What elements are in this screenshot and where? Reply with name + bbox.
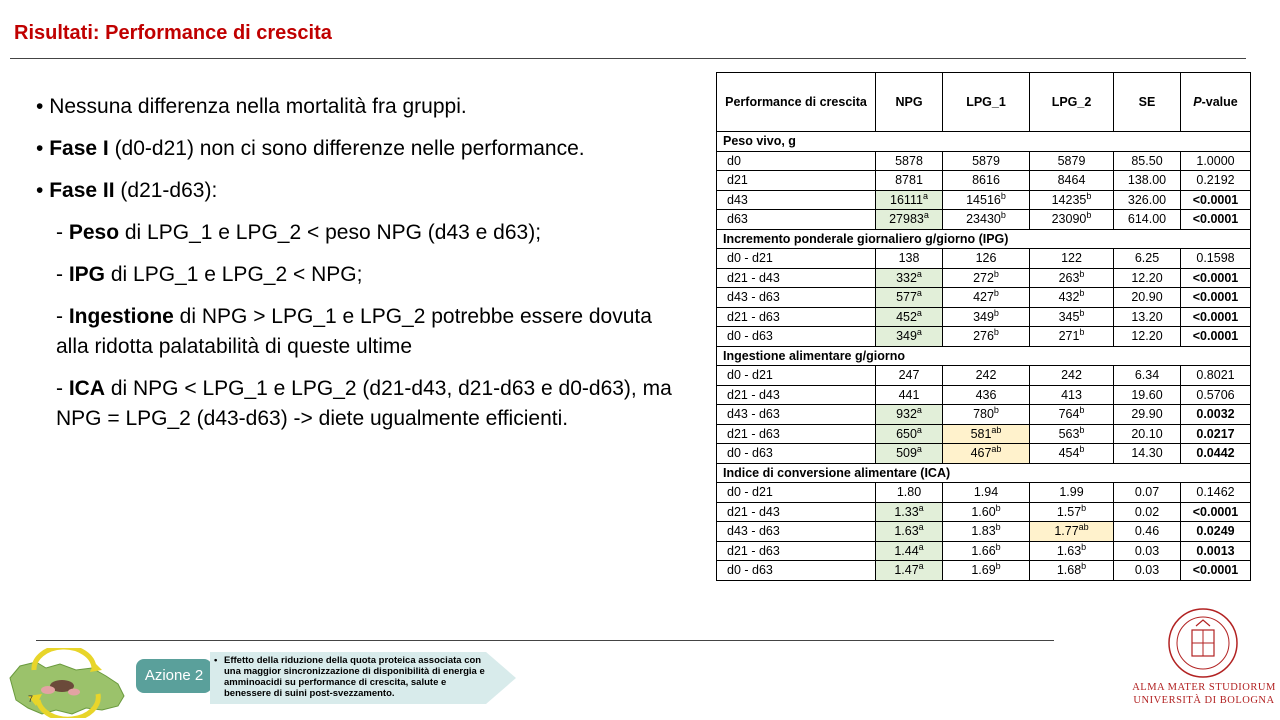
university-name-line1: ALMA MATER STUDIORUM bbox=[1132, 682, 1276, 693]
cell-npg bbox=[876, 151, 943, 171]
table-row bbox=[717, 424, 1251, 444]
cell-pvalue: 0.2192 bbox=[1181, 171, 1251, 191]
cell-value: 1.47 bbox=[894, 563, 919, 578]
cell-value: 14516 bbox=[966, 192, 1001, 207]
cell-pvalue: <0.0001 bbox=[1181, 210, 1251, 230]
table-row bbox=[717, 405, 1251, 425]
significance-letter: b bbox=[1079, 444, 1085, 455]
cell-npg bbox=[876, 424, 943, 444]
cell-value: 271 bbox=[1058, 329, 1080, 344]
cell-value: 650 bbox=[896, 426, 917, 441]
cell-npg bbox=[876, 405, 943, 425]
cell-se: 138.00 bbox=[1114, 171, 1181, 191]
cell-pvalue: 0.0032 bbox=[1181, 405, 1251, 425]
cell-lpg2 bbox=[1030, 424, 1114, 444]
significance-letter: b bbox=[993, 288, 999, 299]
azione-description: • Effetto della riduzione della quota proteica associata con una maggior sincronizzazione di disponibilità di energia e amminoacidi su performance di crescita, salute e benessere di suini post-svezzamento. bbox=[214, 655, 485, 699]
cell-lpg2 bbox=[1030, 327, 1114, 347]
cell-value: 1.83 bbox=[971, 524, 996, 539]
table-row bbox=[717, 268, 1251, 288]
cell-lpg2 bbox=[1030, 268, 1114, 288]
cell-pvalue: 0.8021 bbox=[1181, 366, 1251, 386]
cell-value: 1.80 bbox=[896, 485, 922, 500]
cell-lpg2 bbox=[1030, 249, 1114, 269]
cell-npg bbox=[876, 385, 943, 405]
bullet-fase-2: • Fase II (d21-d63): bbox=[36, 179, 218, 202]
cell-se: 0.07 bbox=[1114, 483, 1181, 503]
cell-lpg2 bbox=[1030, 483, 1114, 503]
region-map-logo bbox=[6, 648, 130, 718]
significance-letter: b bbox=[993, 268, 999, 279]
cell-pvalue: 0.0442 bbox=[1181, 444, 1251, 464]
row-label: d43 - d63 bbox=[717, 522, 876, 542]
azione-badge: Azione 2 bbox=[136, 659, 212, 693]
header-performance: Performance di crescita bbox=[717, 73, 876, 132]
cell-pvalue: <0.0001 bbox=[1181, 561, 1251, 581]
cell-npg bbox=[876, 561, 943, 581]
cell-value: 16111 bbox=[890, 192, 923, 207]
cell-value: 764 bbox=[1058, 407, 1080, 422]
cell-value: 122 bbox=[1061, 251, 1082, 266]
cell-value: 247 bbox=[898, 368, 920, 383]
significance-letter: ab bbox=[1078, 522, 1089, 533]
row-label: d21 - d43 bbox=[717, 268, 876, 288]
cell-value: 452 bbox=[896, 309, 917, 324]
cell-lpg2 bbox=[1030, 190, 1114, 210]
significance-letter: b bbox=[1079, 327, 1085, 338]
table-row bbox=[717, 502, 1251, 522]
cell-value: 1.66 bbox=[971, 543, 996, 558]
cell-se: 12.20 bbox=[1114, 268, 1181, 288]
cell-se: 0.02 bbox=[1114, 502, 1181, 522]
cell-npg bbox=[876, 366, 943, 386]
cell-value: 1.68 bbox=[1056, 563, 1082, 578]
cell-lpg1 bbox=[943, 483, 1030, 503]
cell-npg bbox=[876, 522, 943, 542]
significance-letter: a bbox=[923, 210, 929, 221]
sub-bullet-ingestione: - Ingestione di NPG > LPG_1 e LPG_2 potrebbe essere dovuta alla ridotta palatabilità di queste ultime bbox=[56, 305, 652, 358]
row-label: d0 - d21 bbox=[717, 249, 876, 269]
cell-value: 432 bbox=[1058, 290, 1080, 305]
table-row bbox=[717, 522, 1251, 542]
cell-lpg2 bbox=[1030, 151, 1114, 171]
cell-lpg2 bbox=[1030, 444, 1114, 464]
header-lpg2: LPG_2 bbox=[1030, 73, 1114, 132]
row-label: d43 - d63 bbox=[717, 405, 876, 425]
cell-value: 436 bbox=[975, 387, 997, 402]
significance-letter: b bbox=[1081, 541, 1087, 552]
significance-letter: b bbox=[1086, 190, 1092, 201]
section-title: Indice di conversione alimentare (ICA) bbox=[717, 463, 1251, 483]
section-header-row bbox=[717, 346, 1251, 366]
cell-pvalue: <0.0001 bbox=[1181, 268, 1251, 288]
cell-se: 13.20 bbox=[1114, 307, 1181, 327]
cell-pvalue: 0.1598 bbox=[1181, 249, 1251, 269]
bullet-dot: • bbox=[214, 655, 218, 666]
section-title: Peso vivo, g bbox=[717, 132, 1251, 152]
significance-letter: b bbox=[993, 405, 999, 416]
cell-pvalue: 0.0217 bbox=[1181, 424, 1251, 444]
significance-letter: a bbox=[922, 190, 928, 201]
significance-letter: b bbox=[993, 307, 999, 318]
row-label: d0 - d63 bbox=[717, 444, 876, 464]
significance-letter: a bbox=[916, 307, 922, 318]
row-label: d21 - d63 bbox=[717, 307, 876, 327]
row-label: d21 - d63 bbox=[717, 541, 876, 561]
cell-value: 138 bbox=[898, 251, 920, 266]
section-title: Incremento ponderale giornaliero g/giorno (IPG) bbox=[717, 229, 1251, 249]
cell-lpg1 bbox=[943, 288, 1030, 308]
significance-letter: b bbox=[995, 561, 1001, 572]
significance-letter: a bbox=[916, 288, 922, 299]
table-row bbox=[717, 561, 1251, 581]
cell-npg bbox=[876, 288, 943, 308]
significance-letter: b bbox=[1079, 288, 1085, 299]
row-label: d21 - d63 bbox=[717, 424, 876, 444]
cell-lpg1 bbox=[943, 385, 1030, 405]
cell-value: 1.33 bbox=[894, 504, 919, 519]
cell-value: 1.63 bbox=[1056, 543, 1082, 558]
row-label: d43 bbox=[717, 190, 876, 210]
significance-letter: a bbox=[916, 268, 922, 279]
significance-letter: a bbox=[918, 561, 924, 572]
footer-divider bbox=[36, 640, 1054, 641]
title-divider bbox=[10, 58, 1246, 59]
sub-bullet-peso: - Peso di LPG_1 e LPG_2 < peso NPG (d43 e d63); bbox=[56, 221, 542, 244]
row-label: d0 - d63 bbox=[717, 327, 876, 347]
cell-value: 23090 bbox=[1051, 212, 1087, 227]
table-row bbox=[717, 210, 1251, 230]
significance-letter: b bbox=[995, 522, 1001, 533]
bullet-fase-1: • Fase I (d0-d21) non ci sono differenze nelle performance. bbox=[36, 137, 585, 160]
cell-value: 272 bbox=[973, 270, 994, 285]
cell-lpg1 bbox=[943, 268, 1030, 288]
cell-lpg1 bbox=[943, 522, 1030, 542]
row-label: d0 bbox=[717, 151, 876, 171]
row-label: d21 - d43 bbox=[717, 502, 876, 522]
cell-npg bbox=[876, 483, 943, 503]
significance-letter: b bbox=[1086, 210, 1092, 221]
row-label: d63 bbox=[717, 210, 876, 230]
significance-letter: b bbox=[995, 541, 1001, 552]
cell-lpg1 bbox=[943, 151, 1030, 171]
cell-npg bbox=[876, 327, 943, 347]
cell-lpg2 bbox=[1030, 171, 1114, 191]
table-header-row bbox=[717, 73, 1251, 132]
cell-lpg1 bbox=[943, 307, 1030, 327]
cell-se: 0.03 bbox=[1114, 541, 1181, 561]
sub-bullet-ipg: - IPG di LPG_1 e LPG_2 < NPG; bbox=[56, 263, 363, 286]
cell-pvalue: <0.0001 bbox=[1181, 327, 1251, 347]
cell-pvalue: 0.1462 bbox=[1181, 483, 1251, 503]
cell-npg bbox=[876, 268, 943, 288]
cell-value: 454 bbox=[1058, 446, 1080, 461]
cell-value: 8616 bbox=[972, 173, 1000, 188]
cell-pvalue: 0.0249 bbox=[1181, 522, 1251, 542]
significance-letter: b bbox=[1079, 268, 1085, 279]
cell-pvalue: <0.0001 bbox=[1181, 502, 1251, 522]
cell-lpg1 bbox=[943, 424, 1030, 444]
cell-value: 8464 bbox=[1057, 173, 1086, 188]
cell-value: 1.44 bbox=[894, 543, 919, 558]
table-row bbox=[717, 483, 1251, 503]
slide-title: Risultati: Performance di crescita bbox=[14, 22, 332, 44]
cell-npg bbox=[876, 171, 943, 191]
cell-lpg1 bbox=[943, 444, 1030, 464]
bullet-list bbox=[36, 92, 676, 446]
cell-value: 8781 bbox=[895, 173, 923, 188]
section-header-row bbox=[717, 463, 1251, 483]
cell-lpg1 bbox=[943, 327, 1030, 347]
cell-se: 29.90 bbox=[1114, 405, 1181, 425]
cell-value: 467 bbox=[970, 446, 992, 461]
cell-value: 349 bbox=[896, 329, 917, 344]
university-name-line2: UNIVERSITÀ DI BOLOGNA bbox=[1133, 695, 1275, 706]
header-pvalue: P-value bbox=[1181, 73, 1251, 132]
cell-value: 27983 bbox=[889, 212, 924, 227]
cell-se: 20.10 bbox=[1114, 424, 1181, 444]
cell-se: 85.50 bbox=[1114, 151, 1181, 171]
cell-pvalue: 0.0013 bbox=[1181, 541, 1251, 561]
cell-value: 14235 bbox=[1051, 192, 1087, 207]
cell-npg bbox=[876, 210, 943, 230]
cell-pvalue: <0.0001 bbox=[1181, 307, 1251, 327]
cell-npg bbox=[876, 444, 943, 464]
cell-lpg2 bbox=[1030, 366, 1114, 386]
cell-lpg1 bbox=[943, 171, 1030, 191]
cell-value: 23430 bbox=[966, 212, 1001, 227]
cell-lpg2 bbox=[1030, 522, 1114, 542]
cell-value: 5879 bbox=[972, 153, 1000, 168]
cell-value: 1.99 bbox=[1059, 485, 1084, 500]
table-row bbox=[717, 366, 1251, 386]
university-seal-logo bbox=[1166, 606, 1240, 680]
cell-value: 5879 bbox=[1057, 153, 1086, 168]
cell-se: 19.60 bbox=[1114, 385, 1181, 405]
table-row bbox=[717, 444, 1251, 464]
row-label: d21 bbox=[717, 171, 876, 191]
page-number: 7 bbox=[28, 694, 34, 704]
section-header-row bbox=[717, 229, 1251, 249]
section-header-row bbox=[717, 132, 1251, 152]
cell-lpg2 bbox=[1030, 307, 1114, 327]
table-row bbox=[717, 151, 1251, 171]
significance-letter: b bbox=[1079, 424, 1085, 435]
row-label: d21 - d43 bbox=[717, 385, 876, 405]
significance-letter: a bbox=[916, 405, 922, 416]
cell-se: 0.03 bbox=[1114, 561, 1181, 581]
significance-letter: b bbox=[1000, 210, 1006, 221]
cell-se: 6.34 bbox=[1114, 366, 1181, 386]
cell-value: 242 bbox=[975, 368, 997, 383]
cell-value: 126 bbox=[975, 251, 997, 266]
row-label: d0 - d21 bbox=[717, 366, 876, 386]
significance-letter: b bbox=[1081, 502, 1087, 513]
significance-letter: b bbox=[995, 502, 1001, 513]
cell-value: 276 bbox=[973, 329, 994, 344]
cell-se: 326.00 bbox=[1114, 190, 1181, 210]
cell-value: 932 bbox=[896, 407, 917, 422]
section-title: Ingestione alimentare g/giorno bbox=[717, 346, 1251, 366]
cell-npg bbox=[876, 541, 943, 561]
cell-value: 441 bbox=[898, 387, 920, 402]
table-row bbox=[717, 288, 1251, 308]
cell-lpg1 bbox=[943, 561, 1030, 581]
cell-value: 581 bbox=[970, 426, 992, 441]
significance-letter: a bbox=[916, 444, 922, 455]
cell-se: 0.46 bbox=[1114, 522, 1181, 542]
significance-letter: b bbox=[1000, 190, 1006, 201]
cell-lpg2 bbox=[1030, 405, 1114, 425]
cell-npg bbox=[876, 190, 943, 210]
cell-lpg1 bbox=[943, 210, 1030, 230]
cell-lpg2 bbox=[1030, 210, 1114, 230]
bullet-mortality: • Nessuna differenza nella mortalità fra gruppi. bbox=[36, 95, 467, 118]
table-row bbox=[717, 327, 1251, 347]
table-row bbox=[717, 249, 1251, 269]
cell-lpg1 bbox=[943, 190, 1030, 210]
table-row bbox=[717, 541, 1251, 561]
cell-lpg2 bbox=[1030, 385, 1114, 405]
cell-value: 1.77 bbox=[1054, 524, 1079, 539]
cell-value: 1.63 bbox=[894, 524, 919, 539]
cell-value: 345 bbox=[1058, 309, 1080, 324]
cell-value: 509 bbox=[896, 446, 917, 461]
significance-letter: b bbox=[1081, 561, 1087, 572]
cell-pvalue: <0.0001 bbox=[1181, 288, 1251, 308]
cell-value: 263 bbox=[1058, 270, 1080, 285]
significance-letter: b bbox=[993, 327, 999, 338]
row-label: d0 - d63 bbox=[717, 561, 876, 581]
significance-letter: a bbox=[916, 424, 922, 435]
cell-se: 12.20 bbox=[1114, 327, 1181, 347]
cell-npg bbox=[876, 307, 943, 327]
cell-value: 5878 bbox=[895, 153, 923, 168]
cell-lpg1 bbox=[943, 502, 1030, 522]
results-table bbox=[716, 72, 1251, 581]
cell-lpg1 bbox=[943, 541, 1030, 561]
cell-lpg1 bbox=[943, 366, 1030, 386]
cell-value: 332 bbox=[896, 270, 917, 285]
cell-lpg2 bbox=[1030, 288, 1114, 308]
cell-pvalue: 0.5706 bbox=[1181, 385, 1251, 405]
cell-lpg2 bbox=[1030, 561, 1114, 581]
sub-bullet-ica: - ICA di NPG < LPG_1 e LPG_2 (d21-d43, d21-d63 e d0-d63), ma NPG = LPG_2 (d43-d63) -> diete ugualmente efficienti. bbox=[56, 377, 672, 430]
cell-npg bbox=[876, 502, 943, 522]
significance-letter: a bbox=[916, 327, 922, 338]
significance-letter: a bbox=[918, 522, 924, 533]
cell-lpg1 bbox=[943, 405, 1030, 425]
cell-lpg2 bbox=[1030, 502, 1114, 522]
cell-value: 1.94 bbox=[973, 485, 999, 500]
table-row bbox=[717, 190, 1251, 210]
significance-letter: a bbox=[918, 502, 924, 513]
cell-value: 780 bbox=[973, 407, 994, 422]
cell-value: 349 bbox=[973, 309, 994, 324]
cell-se: 6.25 bbox=[1114, 249, 1181, 269]
cell-se: 20.90 bbox=[1114, 288, 1181, 308]
significance-letter: b bbox=[1079, 405, 1085, 416]
header-se: SE bbox=[1114, 73, 1181, 132]
row-label: d43 - d63 bbox=[717, 288, 876, 308]
table-body bbox=[717, 132, 1251, 581]
cell-se: 14.30 bbox=[1114, 444, 1181, 464]
cell-value: 577 bbox=[896, 290, 917, 305]
table-row bbox=[717, 171, 1251, 191]
cell-value: 1.69 bbox=[971, 563, 996, 578]
cell-value: 427 bbox=[973, 290, 994, 305]
significance-letter: b bbox=[1079, 307, 1085, 318]
header-npg: NPG bbox=[876, 73, 943, 132]
significance-letter: ab bbox=[991, 424, 1002, 435]
cell-pvalue: <0.0001 bbox=[1181, 190, 1251, 210]
cell-lpg1 bbox=[943, 249, 1030, 269]
cell-value: 413 bbox=[1061, 387, 1082, 402]
header-lpg1: LPG_1 bbox=[943, 73, 1030, 132]
cell-pvalue: 1.0000 bbox=[1181, 151, 1251, 171]
significance-letter: a bbox=[918, 541, 924, 552]
cell-lpg2 bbox=[1030, 541, 1114, 561]
cell-value: 242 bbox=[1061, 368, 1082, 383]
cell-value: 1.60 bbox=[971, 504, 996, 519]
cell-value: 563 bbox=[1058, 426, 1080, 441]
table-row bbox=[717, 307, 1251, 327]
cell-value: 1.57 bbox=[1056, 504, 1082, 519]
significance-letter: ab bbox=[991, 444, 1002, 455]
row-label: d0 - d21 bbox=[717, 483, 876, 503]
cell-se: 614.00 bbox=[1114, 210, 1181, 230]
table-row bbox=[717, 385, 1251, 405]
cell-npg bbox=[876, 249, 943, 269]
